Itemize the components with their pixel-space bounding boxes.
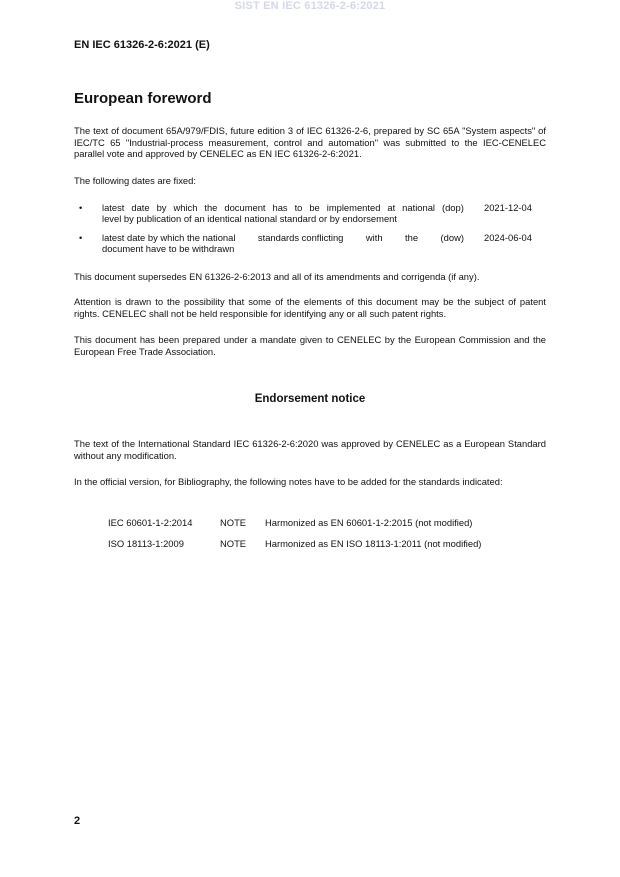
watermark: SIST EN IEC 61326-2-6:2021 — [234, 0, 386, 12]
european-foreword-heading: European foreword — [74, 90, 212, 107]
page-number: 2 — [74, 815, 81, 827]
date-dow-abbr: (dow) — [440, 232, 464, 243]
date-dop-value: 2021-12-04 — [484, 202, 532, 213]
bibliography-note: NOTE — [220, 517, 247, 528]
document-id-header: EN IEC 61326-2-6:2021 (E) — [74, 39, 210, 51]
endorsement-paragraph-1: The text of the International Standard IEC 61326-2-6:2020 was approved by CENELEC as a European Standard without any modification. — [74, 438, 546, 461]
date-dow-word: with — [365, 232, 383, 243]
date-dop-word: by — [156, 202, 167, 213]
date-dow-line1 — [102, 232, 464, 243]
date-dow-word: the — [405, 232, 419, 243]
date-dop-abbr: (dop) — [441, 202, 464, 213]
foreword-paragraph-4: Attention is drawn to the possibility that some of the elements of this document may be the subject of patent rights. CENELEC shall not be held responsible for identifying any or all such patent rights. — [74, 296, 546, 319]
bullet-dop: • — [79, 202, 83, 213]
date-dow-line2: document have to be withdrawn — [102, 243, 235, 254]
date-dow-value: 2024-06-04 — [484, 232, 532, 243]
bibliography-note: NOTE — [220, 538, 247, 549]
bibliography-text: Harmonized as EN ISO 18113-1:2011 (not modified) — [265, 538, 482, 549]
date-dop-word: to — [294, 202, 303, 213]
date-dop-word: has — [272, 202, 288, 213]
date-dop-word: the — [204, 202, 218, 213]
foreword-paragraph-5: This document has been prepared under a mandate given to CENELEC by the European Commission and the European Free Trade Association. — [74, 334, 546, 357]
date-dow-word: latest date by which the national — [102, 232, 236, 243]
bibliography-text: Harmonized as EN 60601-1-2:2015 (not modified) — [265, 517, 473, 528]
bullet-dow: • — [79, 232, 83, 243]
date-dop-line2: level by publication of an identical national standard or by endorsement — [102, 213, 397, 224]
date-dow-word: standards conflicting — [257, 232, 344, 243]
date-dop-word: be — [309, 202, 320, 213]
date-dop-word: national — [402, 202, 435, 213]
date-dop-word: date — [131, 202, 150, 213]
date-dop-word: which — [173, 202, 198, 213]
date-dop-word: implemented — [326, 202, 381, 213]
date-dop-line1 — [102, 202, 464, 213]
foreword-paragraph-3: This document supersedes EN 61326-2-6:2013 and all of its amendments and corrigenda (if any). — [74, 271, 480, 282]
endorsement-paragraph-2: In the official version, for Bibliography, the following notes have to be added for the standards indicated: — [74, 476, 503, 487]
date-dop-word: latest — [102, 202, 125, 213]
foreword-paragraph-1: The text of document 65A/979/FDIS, future edition 3 of IEC 61326-2-6, prepared by SC 65A "System aspects" of IEC/TC 65 "Industrial-process measurement, control and automation" was submitted to the IEC-CENELEC parallel vote and approved by CENELEC as EN IEC 61326-2-6:2021. — [74, 125, 546, 159]
bibliography-standard: ISO 18113-1:2009 — [108, 538, 184, 549]
date-dop-word: document — [224, 202, 266, 213]
endorsement-notice-heading: Endorsement notice — [254, 393, 366, 405]
bibliography-standard: IEC 60601-1-2:2014 — [108, 517, 193, 528]
foreword-paragraph-2: The following dates are fixed: — [74, 175, 196, 186]
date-dop-word: at — [387, 202, 396, 213]
